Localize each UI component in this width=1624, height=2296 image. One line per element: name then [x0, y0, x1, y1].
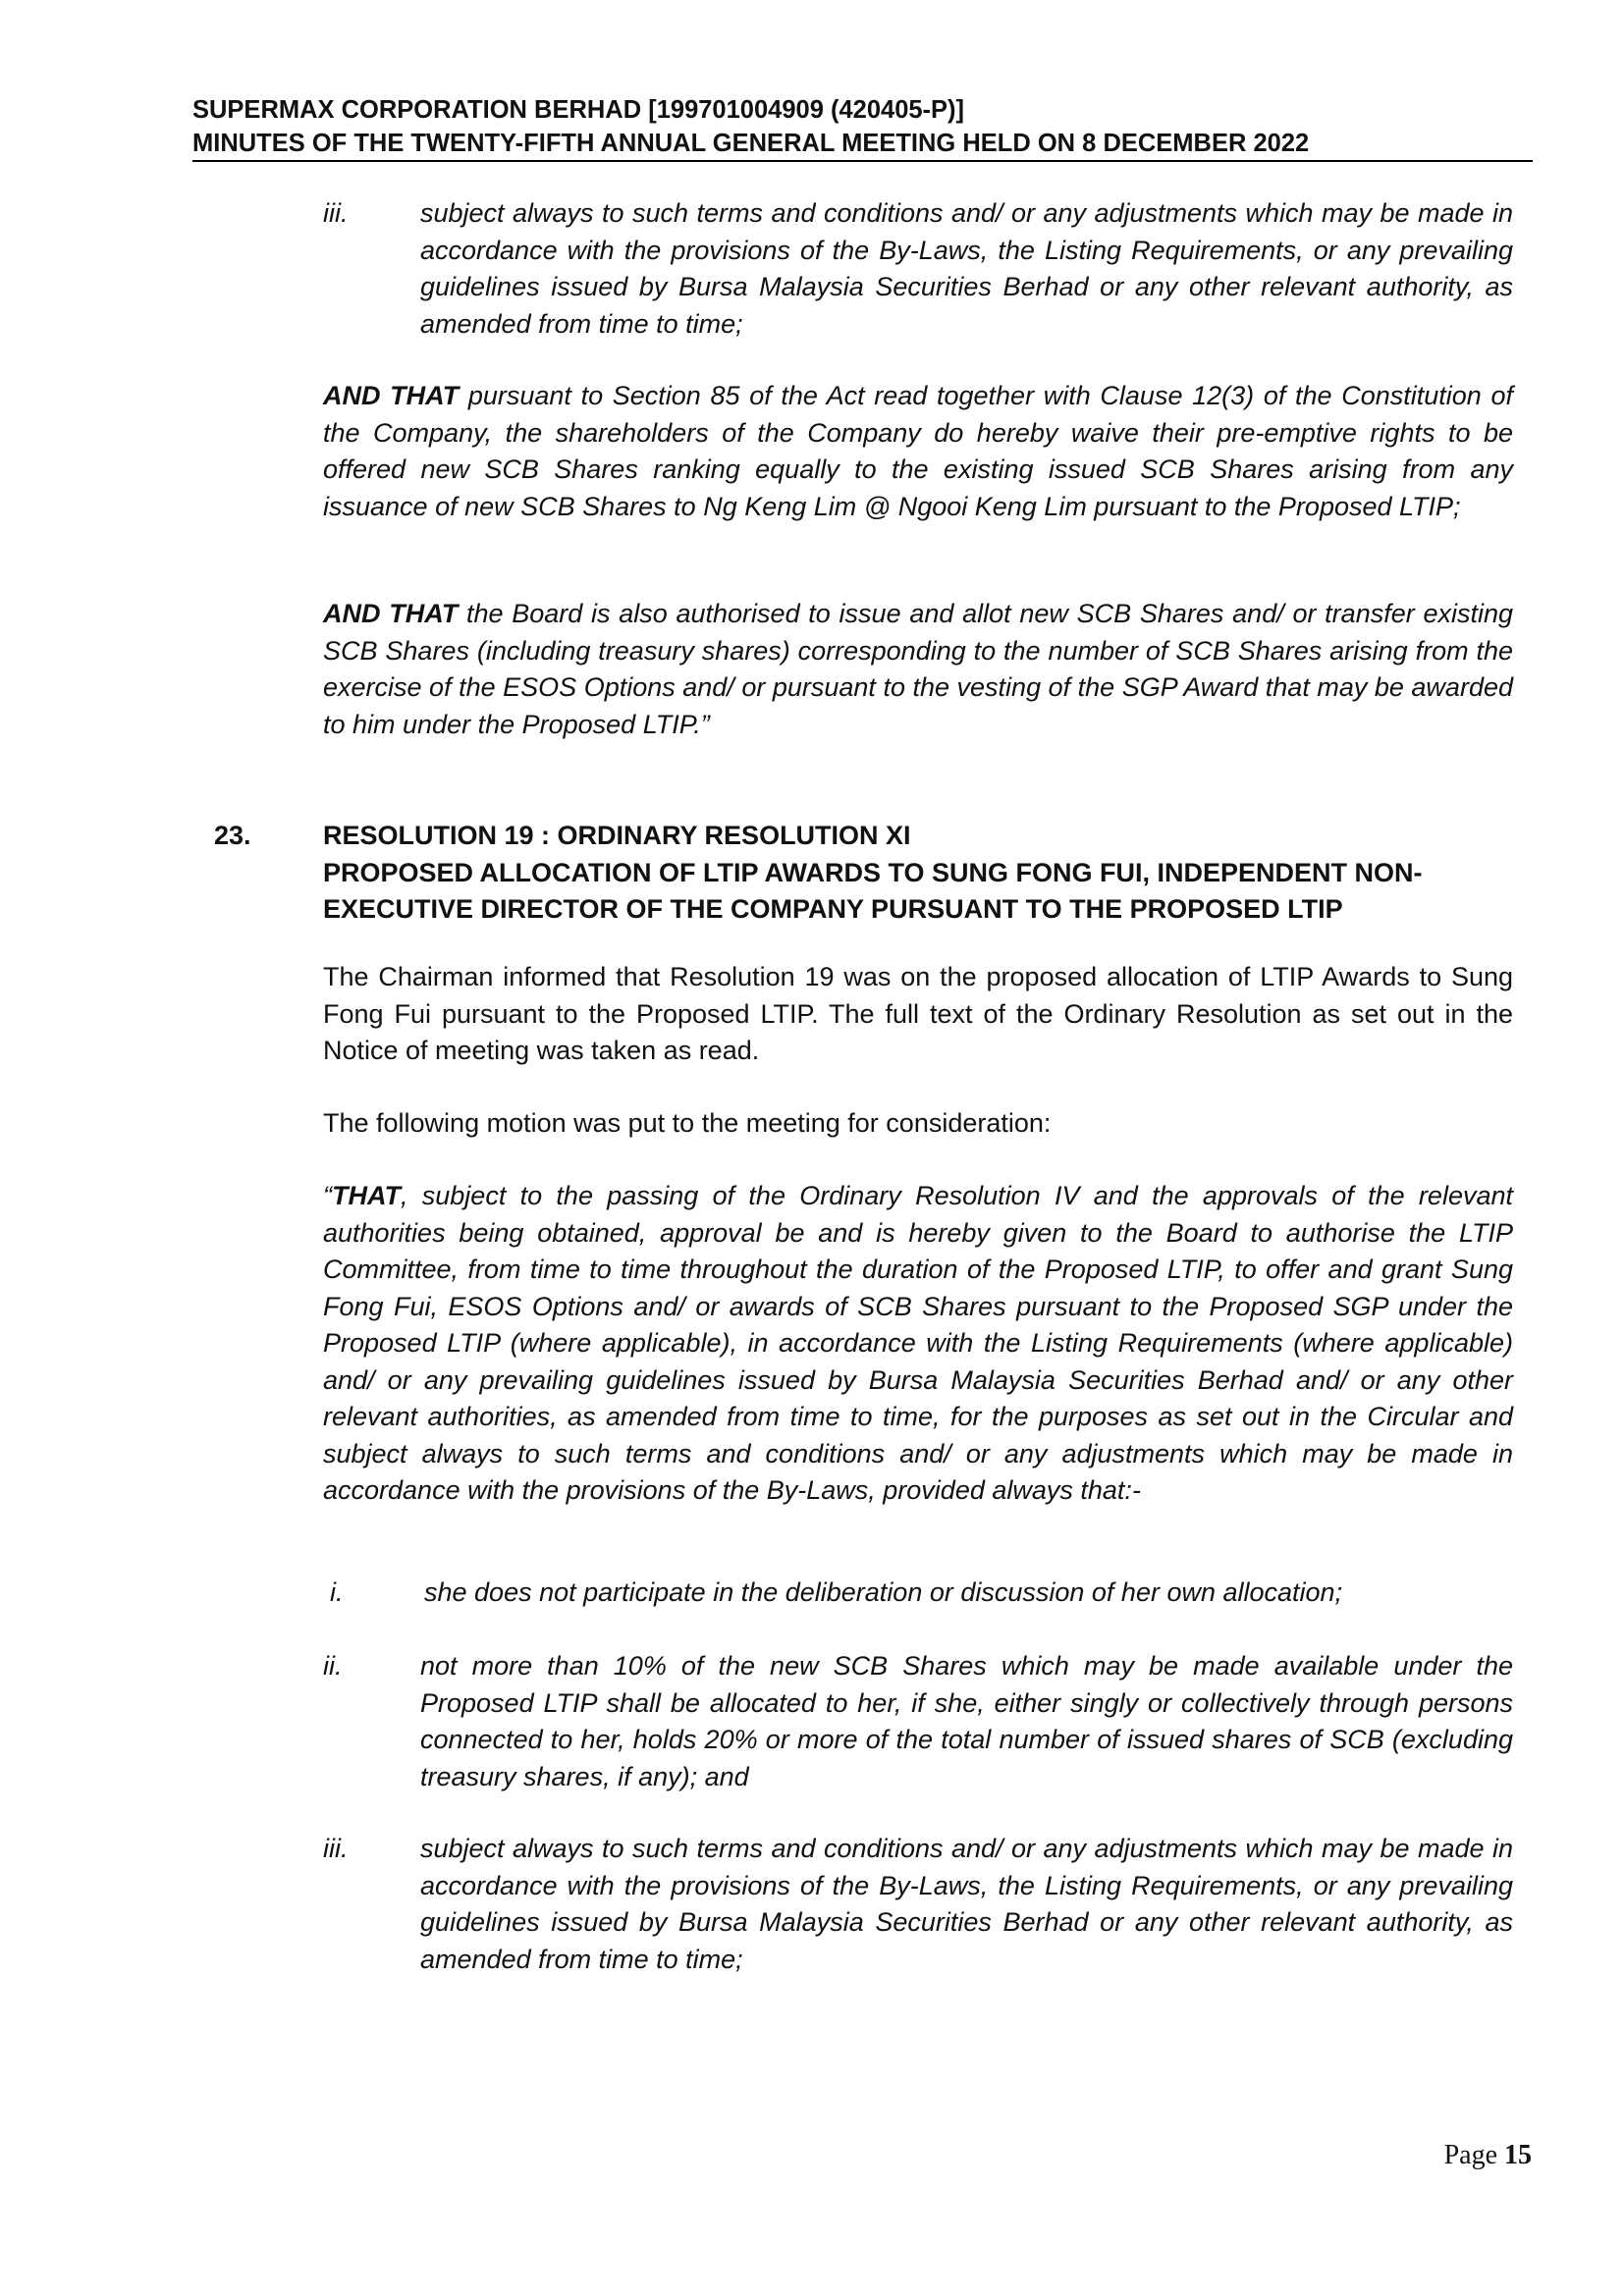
resolution-paragraph — [323, 1178, 1513, 1510]
resolution-lead: THAT — [332, 1181, 401, 1210]
and-that-paragraph-2 — [323, 596, 1513, 743]
resolution-open-quote: “ — [323, 1181, 332, 1210]
and-that-lead-1: AND THAT — [323, 381, 460, 410]
motion-intro: The following motion was put to the meeting for consideration: — [323, 1108, 1052, 1138]
chairman-intro-paragraph: The Chairman informed that Resolution 19 was on the proposed allocation of LTIP Awards to Sung Fong Fui pursuant to the Proposed LTIP. The full text of the Ordinary Resolution as set out in the Notice of meeting was taken as read. — [323, 962, 1513, 1065]
item-iii-text: subject always to such terms and conditions and/ or any adjustments which may be made in accordance with the provisions of the By-Laws, the Listing Requirements, or any prevailing guidelines issued by Bursa Malaysia Securities Berhad or any other relevant authority, as amended from time to time; — [420, 1834, 1513, 1974]
document-header — [192, 93, 1533, 160]
header-divider — [192, 160, 1533, 162]
page-label: Page — [1443, 2140, 1497, 2170]
section-title — [323, 818, 1513, 929]
item-i-text: she does not participate in the deliberation or discussion of her own allocation; — [424, 1577, 1343, 1607]
section-title-line-2: PROPOSED ALLOCATION OF LTIP AWARDS TO SUNG FONG FUI, INDEPENDENT NON-EXECUTIVE DIRECTOR OF THE COMPANY PURSUANT TO THE PROPOSED LTIP — [323, 857, 1423, 924]
item-ii-text: not more than 10% of the new SCB Shares which may be made available under the Proposed LTIP shall be allocated to her, if she, either singly or collectively through persons connected to her, holds 20% or more of the total number of issued shares of SCB (excluding treasury shares, if any); and — [420, 1651, 1513, 1791]
page-number-value: 15 — [1504, 2140, 1532, 2170]
and-that-text-1: pursuant to Section 85 of the Act read together with Clause 12(3) of the Constitution of the Company, the shareholders of the Company do hereby waive their pre-emptive rights to be offered new SCB Shares ranking equally to the existing issued SCB Shares arising from any issuance of new SCB Shares to Ng Keng Lim @ Ngooi Keng Lim pursuant to the Proposed LTIP; — [323, 381, 1513, 521]
header-company-line: SUPERMAX CORPORATION BERHAD [199701004909 (420405-P)] — [192, 96, 965, 124]
and-that-paragraph-1 — [323, 378, 1513, 525]
top-item-numeral: iii. — [323, 198, 349, 228]
item-iii-numeral: iii. — [323, 1834, 349, 1863]
item-i-numeral: i. — [330, 1577, 344, 1607]
top-item-text: subject always to such terms and conditions and/ or any adjustments which may be made in accordance with the provisions of the By-Laws, the Listing Requirements, or any prevailing guidelines issued by Bursa Malaysia Securities Berhad or any other relevant authority, as amended from time to time; — [420, 198, 1513, 339]
section-title-line-1: RESOLUTION 19 : ORDINARY RESOLUTION XI — [323, 821, 911, 850]
resolution-text: , subject to the passing of the Ordinary Resolution IV and the approvals of the relevant authorities being obtained, approval be and is hereby given to the Board to authorise the LTIP Committee, from time to time throughout the duration of the Proposed LTIP, to offer and grant Sung Fong Fui, ESOS Options and/ or awards of SCB Shares pursuant to the Proposed SGP under the Proposed LTIP (where applicable), in accordance with the Listing Requirements (where applicable) and/ or any prevailing guidelines issued by Bursa Malaysia Securities Berhad and/ or any other relevant authorities, as amended from time to time, for the purposes as set out in the Circular and subject always to such terms and conditions and/ or any adjustments which may be made in accordance with the provisions of the By-Laws, provided always that:- — [323, 1181, 1513, 1505]
item-ii-numeral: ii. — [323, 1651, 343, 1681]
section-number: 23. — [214, 821, 251, 850]
and-that-lead-2: AND THAT — [323, 599, 459, 628]
page-number — [1444, 2140, 1532, 2171]
header-minutes-line: MINUTES OF THE TWENTY-FIFTH ANNUAL GENERAL MEETING HELD ON 8 DECEMBER 2022 — [192, 130, 1310, 157]
and-that-text-2: the Board is also authorised to issue and allot new SCB Shares and/ or transfer existing SCB Shares (including treasury shares) corresponding to the number of SCB Shares arising from the exercise of the ESOS Options and/ or pursuant to the vesting of the SGP Award that may be awarded to him under the Proposed LTIP.” — [323, 599, 1513, 739]
